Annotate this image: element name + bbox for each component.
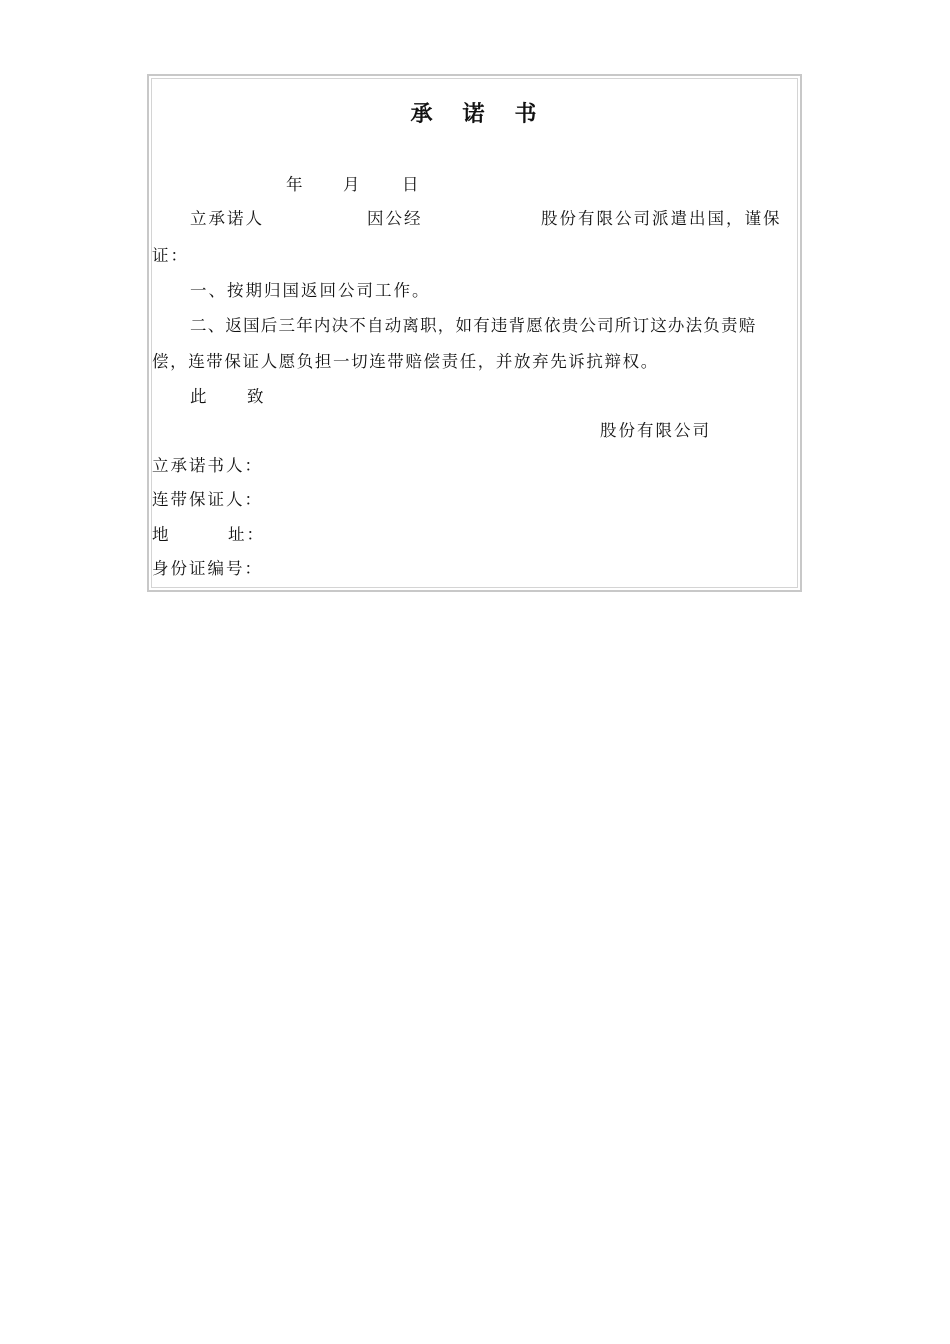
intro-via: 因公经 (367, 209, 423, 228)
signature-guarantor: 连带保证人： (152, 490, 263, 509)
title-char-3: 书 (514, 101, 539, 127)
date-month: 月 (343, 175, 362, 194)
document-inner-border (151, 78, 798, 588)
document-title (152, 97, 797, 128)
item-two-line-1: 二、返国后三年内决不自动离职，如有违背愿依贵公司所订这办法负责赔 (190, 316, 757, 335)
title-char-1: 承 (410, 101, 435, 127)
document-frame (147, 74, 802, 592)
intro-promisor: 立承诺人 (190, 209, 264, 228)
date-year: 年 (286, 175, 305, 194)
item-one: 一、按期归国返回公司工作。 (190, 281, 431, 300)
closing-ci: 此 (190, 387, 209, 406)
intro-guarantee: 证： (152, 246, 189, 265)
item-two-line-2: 偿，连带保证人愿负担一切连带赔偿责任，并放弃先诉抗辩权。 (152, 352, 659, 371)
closing-zhi: 致 (247, 387, 266, 406)
signature-id-number: 身份证编号： (152, 559, 263, 578)
signature-address-label-1: 地 (152, 525, 171, 544)
signature-address-label-2: 址： (228, 525, 265, 544)
date-day: 日 (402, 175, 421, 194)
recipient-company: 股份有限公司 (600, 421, 711, 440)
title-char-2: 诺 (462, 101, 487, 127)
intro-company: 股份有限公司派遣出国，谨保 (541, 209, 782, 228)
signature-promisor: 立承诺书人： (152, 456, 263, 475)
